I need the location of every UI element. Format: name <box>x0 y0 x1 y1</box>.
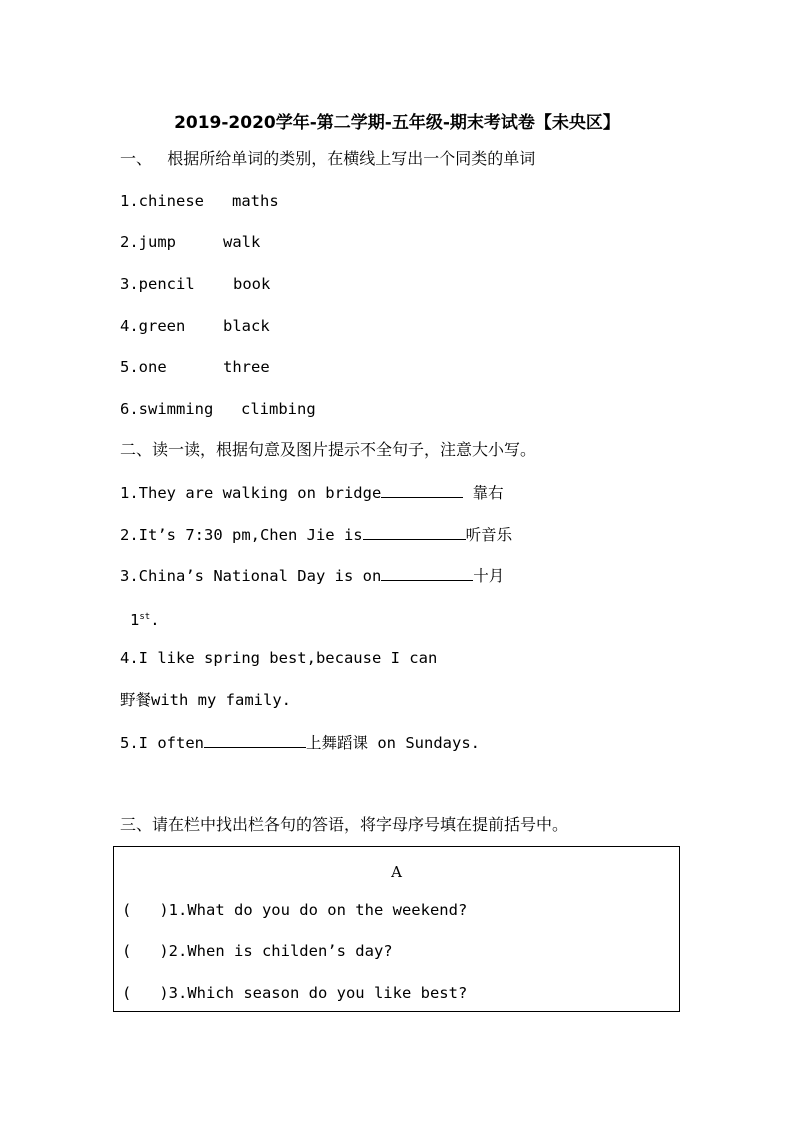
sentence-3 <box>120 565 504 586</box>
sentence-3-continued <box>130 607 160 630</box>
vocab-word: black <box>223 317 270 335</box>
vocab-prompt: 1.chinese <box>120 192 204 210</box>
vocab-prompt: 5.one <box>120 358 167 376</box>
sentence-2 <box>120 524 512 545</box>
section2-heading: 二、读一读，根据句意及图片提示不全句子，注意大小写。 <box>120 440 537 459</box>
vocab-item-2 <box>120 232 261 252</box>
hint-text: 听音乐 <box>465 526 513 544</box>
vocab-word: walk <box>223 233 261 251</box>
vocab-prompt: 3.pencil <box>120 275 195 293</box>
hint-text: 十月 <box>473 567 505 585</box>
sentence-text: 1.They are walking on bridge <box>120 484 382 502</box>
vocab-item-5 <box>120 357 270 377</box>
vocab-item-1 <box>120 191 279 211</box>
vocab-item-6 <box>120 399 316 419</box>
ordinal-suffix: st <box>139 612 151 622</box>
section3-heading: 三、请在栏中找出栏各句的答语，将字母序号填在提前括号中。 <box>120 815 569 834</box>
matching-row-3: ( )3.Which season do you like best? <box>122 984 468 1002</box>
column-a-label: A <box>391 863 402 881</box>
vocab-item-3 <box>120 274 271 294</box>
sentence-text: 3.China’s National Day is on <box>120 567 382 585</box>
vocab-word: climbing <box>241 400 316 418</box>
matching-table <box>113 846 680 1012</box>
vocab-word: book <box>233 275 271 293</box>
matching-row-1: ( )1.What do you do on the weekend? <box>122 901 468 919</box>
vocab-word: three <box>223 358 270 376</box>
answer-blank[interactable] <box>363 524 466 540</box>
sentence-4: 4.I like spring best,because I can <box>120 649 438 667</box>
answer-blank[interactable] <box>381 482 463 498</box>
vocab-prompt: 6.swimming <box>120 400 214 418</box>
exam-title: 2019-2020学年-第二学期-五年级-期末考试卷【未央区】 <box>174 113 620 133</box>
vocab-item-4 <box>120 316 270 336</box>
vocab-prompt: 2.jump <box>120 233 176 251</box>
vocab-word: maths <box>232 192 279 210</box>
answer-blank[interactable] <box>204 732 306 748</box>
sentence-4-continued: 野餐with my family. <box>120 691 291 709</box>
sentence-5 <box>120 732 480 753</box>
sentence-text: 5.I often <box>120 734 204 752</box>
date-number: 1 <box>130 611 140 630</box>
period: . <box>150 611 160 630</box>
sentence-1 <box>120 482 504 503</box>
sentence-text: 2.It’s 7:30 pm,Chen Jie is <box>120 526 363 544</box>
section1-heading: 一、 根据所给单词的类别，在横线上写出一个同类的单词 <box>120 149 536 168</box>
hint-text: 靠右 <box>463 484 504 502</box>
matching-row-2: ( )2.When is childen’s day? <box>122 942 393 960</box>
vocab-prompt: 4.green <box>120 317 186 335</box>
hint-text: 上舞蹈课 on Sundays. <box>306 734 480 752</box>
answer-blank[interactable] <box>381 565 473 581</box>
